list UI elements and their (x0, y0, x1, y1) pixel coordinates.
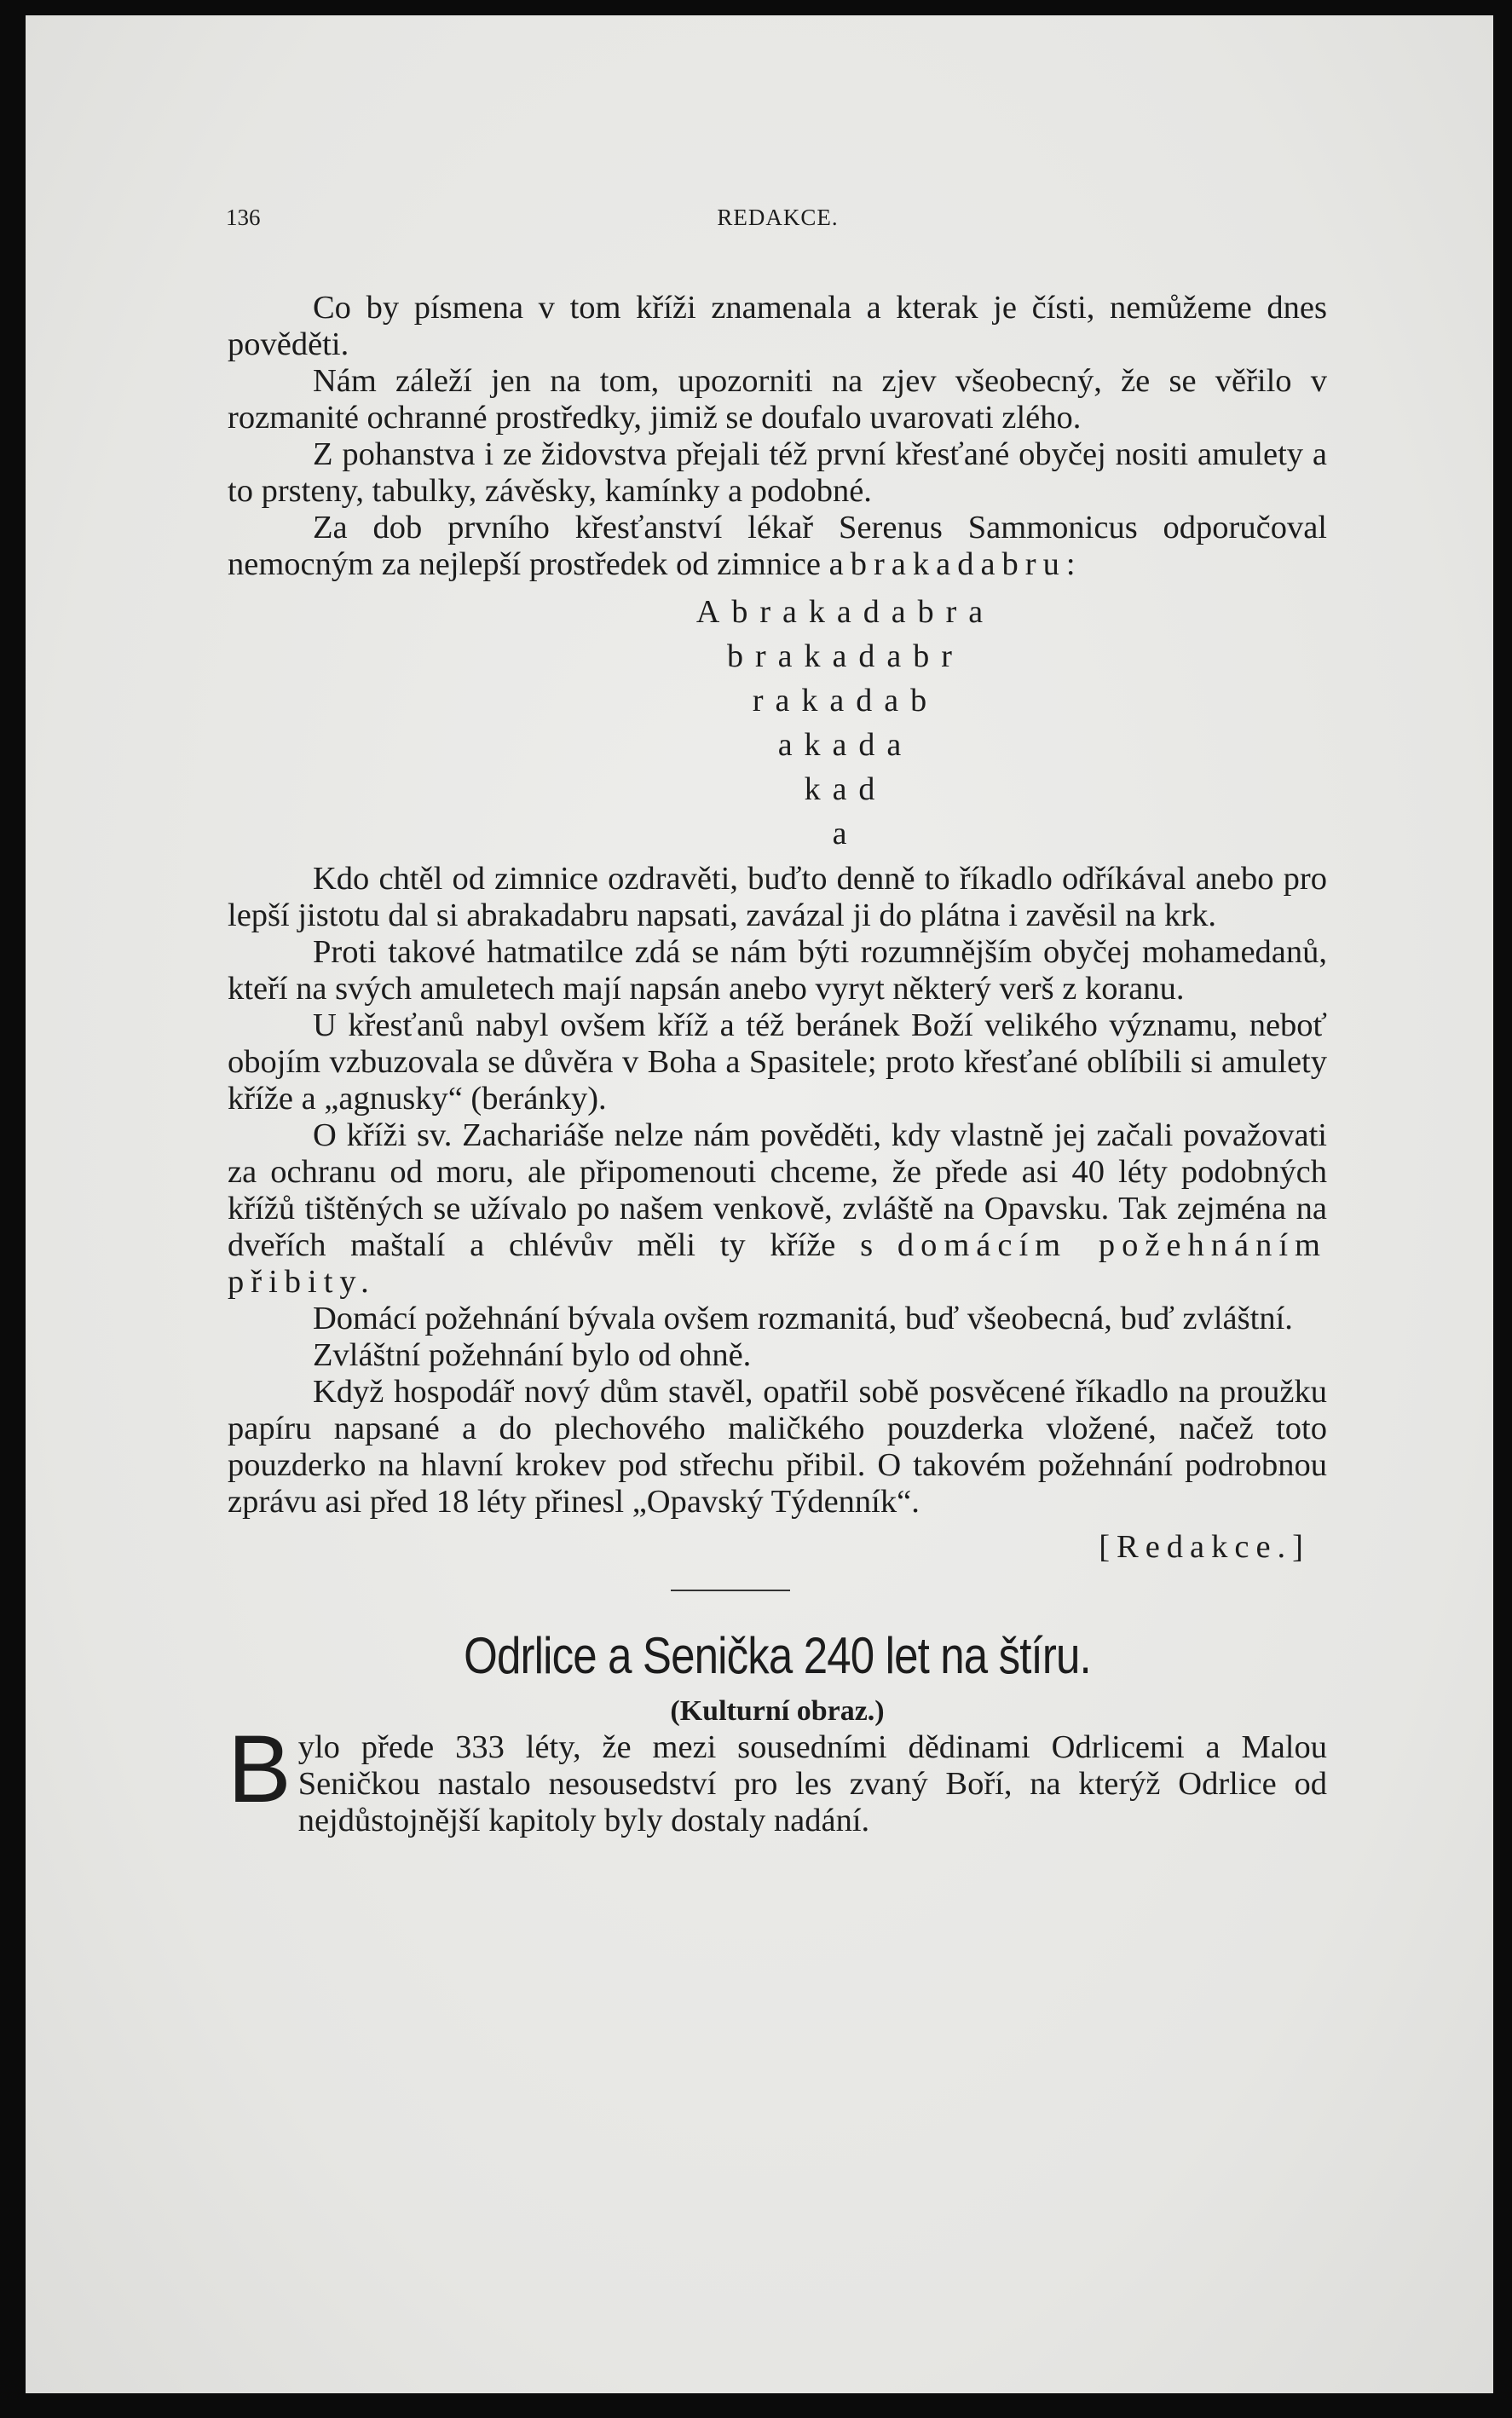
article-lead-paragraph (228, 1716, 1327, 1839)
paragraph (228, 1117, 1327, 1301)
section-divider (671, 1590, 790, 1591)
page-number: 136 (226, 205, 261, 230)
book-page (26, 15, 1493, 2393)
paragraph: Nám záleží jen na tom, upozorniti na zjev všeobecný, že se věřilo v rozmanité ochranné prostředky, jimiž se doufalo uvarovati zlého. (228, 363, 1327, 436)
signature: [Redakce.] (1099, 1529, 1310, 1565)
paragraph: Domácí požehnání bývala ovšem rozmanitá, buď všeobecná, buď zvláštní. (313, 1301, 1293, 1336)
paragraph: Zvláštní požehnání bylo od ohně. (313, 1337, 752, 1373)
running-title: REDAKCE. (717, 205, 839, 230)
page-body (228, 290, 1327, 1839)
abracadabra-line: kad (804, 771, 887, 807)
paragraph: Kdo chtěl od zimnice ozdravěti, buďto denně to říkadlo odříkával anebo pro lepší jistotu dal si abrakadabru napsati, zavázal ji do plátna i zavěsil na krk. (228, 861, 1327, 933)
abracadabra-line: rakadab (752, 683, 939, 718)
paragraph-text: Za dob prvního křesťanství lékař Serenus Sammonicus odporučoval nemocným za nejlepší prostředek od zimnice (228, 510, 1327, 582)
paragraph: Z pohanstva i ze židovstva přejali též první křesťané obyčej nositi amulety a to prsteny, tabulky, závěsky, kamínky a podobné. (228, 436, 1327, 509)
article-subtitle: (Kulturní obraz.) (670, 1695, 885, 1727)
abracadabra-line: brakadabr (727, 638, 964, 674)
emphasized-phrase: domácím požehnáním přibity. (228, 1227, 1327, 1300)
abracadabra-line: akada (777, 727, 914, 763)
paragraph: U křesťanů nabyl ovšem kříž a též beránek Boží velikého významu, neboť obojím vzbuzovala se důvěra v Boha a Spasitele; proto křesťané oblíbili si amulety kříže a „agnusky“ (beránky). (228, 1007, 1327, 1117)
abracadabra-triangle (228, 590, 1327, 856)
paragraph: Když hospodář nový dům stavěl, opatřil sobě posvěcené říkadlo na proužku papíru napsané a do plechového maličkého pouzderka vložené, načež toto pouzderko na hlavní krokev pod střechu přibil. O takovém požehnání podrobnou zprávu asi před 18 léty přinesl „Opavský Týdenník“. (228, 1374, 1327, 1520)
paragraph: Proti takové hatmatilce zdá se nám býti rozumnějším obyčej mohamedanů, kteří na svých amuletech mají napsán anebo vyryt některý verš z koranu. (228, 934, 1327, 1007)
paragraph: Co by písmena v tom kříži znamenala a kterak je čísti, nemůžeme dnes pověděti. (228, 290, 1327, 362)
abracadabra-line: a (832, 816, 859, 851)
paragraph (228, 510, 1327, 583)
emphasized-word: abrakadabru: (828, 546, 1082, 582)
article-title: Odrlice a Senička 240 let na štíru. (464, 1627, 1091, 1684)
drop-cap: B (228, 1716, 291, 1822)
page-header (226, 205, 1330, 239)
lead-text: ylo přede 333 léty, že mezi sousedními dědinami Odrlicemi a Malou Seničkou nastalo nesousedství pro les zvaný Boří, na kterýž Odrlice od nejdůstojnější kapitoly byly dostaly nadání. (297, 1729, 1327, 1838)
paragraph-text: O kříži sv. Zachariáše nelze nám pověděti, kdy vlastně jej začali považovati za ochranu od moru, ale připomenouti chceme, že přede asi 40 léty podobných křížů tištěných se užívalo po našem venkově, zvláště na Opavsku. Tak zejména na dveřích maštalí a chlévův měli ty kříže s (228, 1117, 1327, 1263)
abracadabra-line: Abrakadabra (695, 594, 995, 630)
